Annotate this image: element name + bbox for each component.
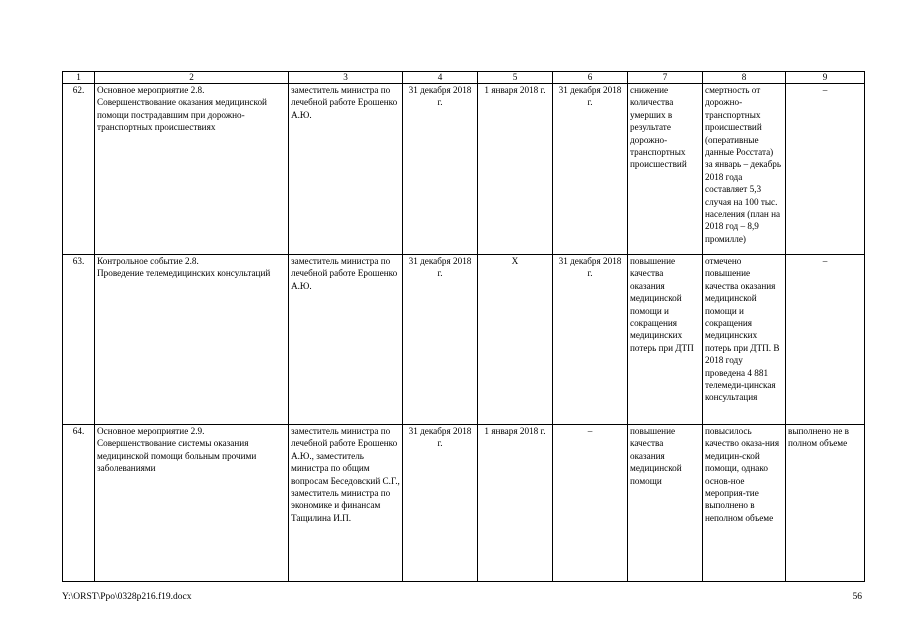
responsible-cell: заместитель министра по лечебной работе Ерошенко А.Ю. (289, 255, 403, 425)
activity-title: Совершенствование оказания медицинской помощи пострадавшим при дорожно-транспортных происшествиях (97, 97, 267, 133)
column-header: 1 (63, 72, 95, 84)
activity-title: Проведение телемедицинских консультаций (97, 268, 271, 279)
actual-result-cell: повысилось качество оказа-ния медицин-ской помощи, однако основ-ное мероприя-тие выполнено в неполном объеме (703, 425, 786, 582)
row-number: 62. (63, 84, 95, 255)
activity-cell (95, 425, 289, 582)
start-date-cell: 1 января 2018 г. (478, 425, 553, 582)
page-number: 56 (852, 592, 862, 602)
column-header: 5 (478, 72, 553, 84)
note-cell: выполнено не в полном объеме (786, 425, 865, 582)
column-header: 9 (786, 72, 865, 84)
start-date-cell: 1 января 2018 г. (478, 84, 553, 255)
column-header: 4 (403, 72, 478, 84)
column-header: 2 (95, 72, 289, 84)
actual-result-cell: смертность от дорожно-транспортных происшествий (оперативные данные Росстата) за январь – декабрь 2018 года составляет 5,3 случая на 100 тыс. населения (план на 2018 год – 8,9 промилле) (703, 84, 786, 255)
activity-code: Основное мероприятие 2.8. (97, 85, 205, 95)
report-table (62, 71, 865, 582)
responsible-cell: заместитель министра по лечебной работе Ерошенко А.Ю. (289, 84, 403, 255)
actual-result-cell: отмечено повышение качества оказания медицинской помощи и сокращения медицинских потерь при ДТП. В 2018 году проведена 4 881 телемеди-цинская консультация (703, 255, 786, 425)
plan-date-cell: 31 декабря 2018 г. (403, 425, 478, 582)
responsible-cell: заместитель министра по лечебной работе Ерошенко А.Ю., заместитель министра по общим вопросам Беседовский С.Г., заместитель министра по экономике и финансам Тащилина И.П. (289, 425, 403, 582)
expected-result-cell: повышение качества оказания медицинской помощи (628, 425, 703, 582)
end-date-cell: 31 декабря 2018 г. (553, 84, 628, 255)
note-cell: – (786, 255, 865, 425)
table-row (63, 255, 865, 425)
column-header: 6 (553, 72, 628, 84)
table-row (63, 84, 865, 255)
row-number: 64. (63, 425, 95, 582)
activity-code: Контрольное событие 2.8. (97, 256, 199, 266)
activity-cell (95, 84, 289, 255)
column-header: 3 (289, 72, 403, 84)
table-row (63, 425, 865, 582)
end-date-cell: – (553, 425, 628, 582)
row-number: 63. (63, 255, 95, 425)
column-header: 8 (703, 72, 786, 84)
file-path-footer: Y:\ORST\Ppo\0328p216.f19.docx (62, 592, 192, 602)
header-row (63, 72, 865, 84)
note-cell: – (786, 84, 865, 255)
expected-result-cell: снижение количества умерших в результате дорожно-транспортных происшествий (628, 84, 703, 255)
start-date-cell: X (478, 255, 553, 425)
activity-cell (95, 255, 289, 425)
expected-result-cell: повышение качества оказания медицинской помощи и сокращения медицинских потерь при ДТП (628, 255, 703, 425)
activity-code: Основное мероприятие 2.9. (97, 426, 205, 436)
column-header: 7 (628, 72, 703, 84)
plan-date-cell: 31 декабря 2018 г. (403, 84, 478, 255)
plan-date-cell: 31 декабря 2018 г. (403, 255, 478, 425)
activity-title: Совершенствование системы оказания медицинской помощи больным прочими заболеваниями (97, 438, 257, 474)
end-date-cell: 31 декабря 2018 г. (553, 255, 628, 425)
